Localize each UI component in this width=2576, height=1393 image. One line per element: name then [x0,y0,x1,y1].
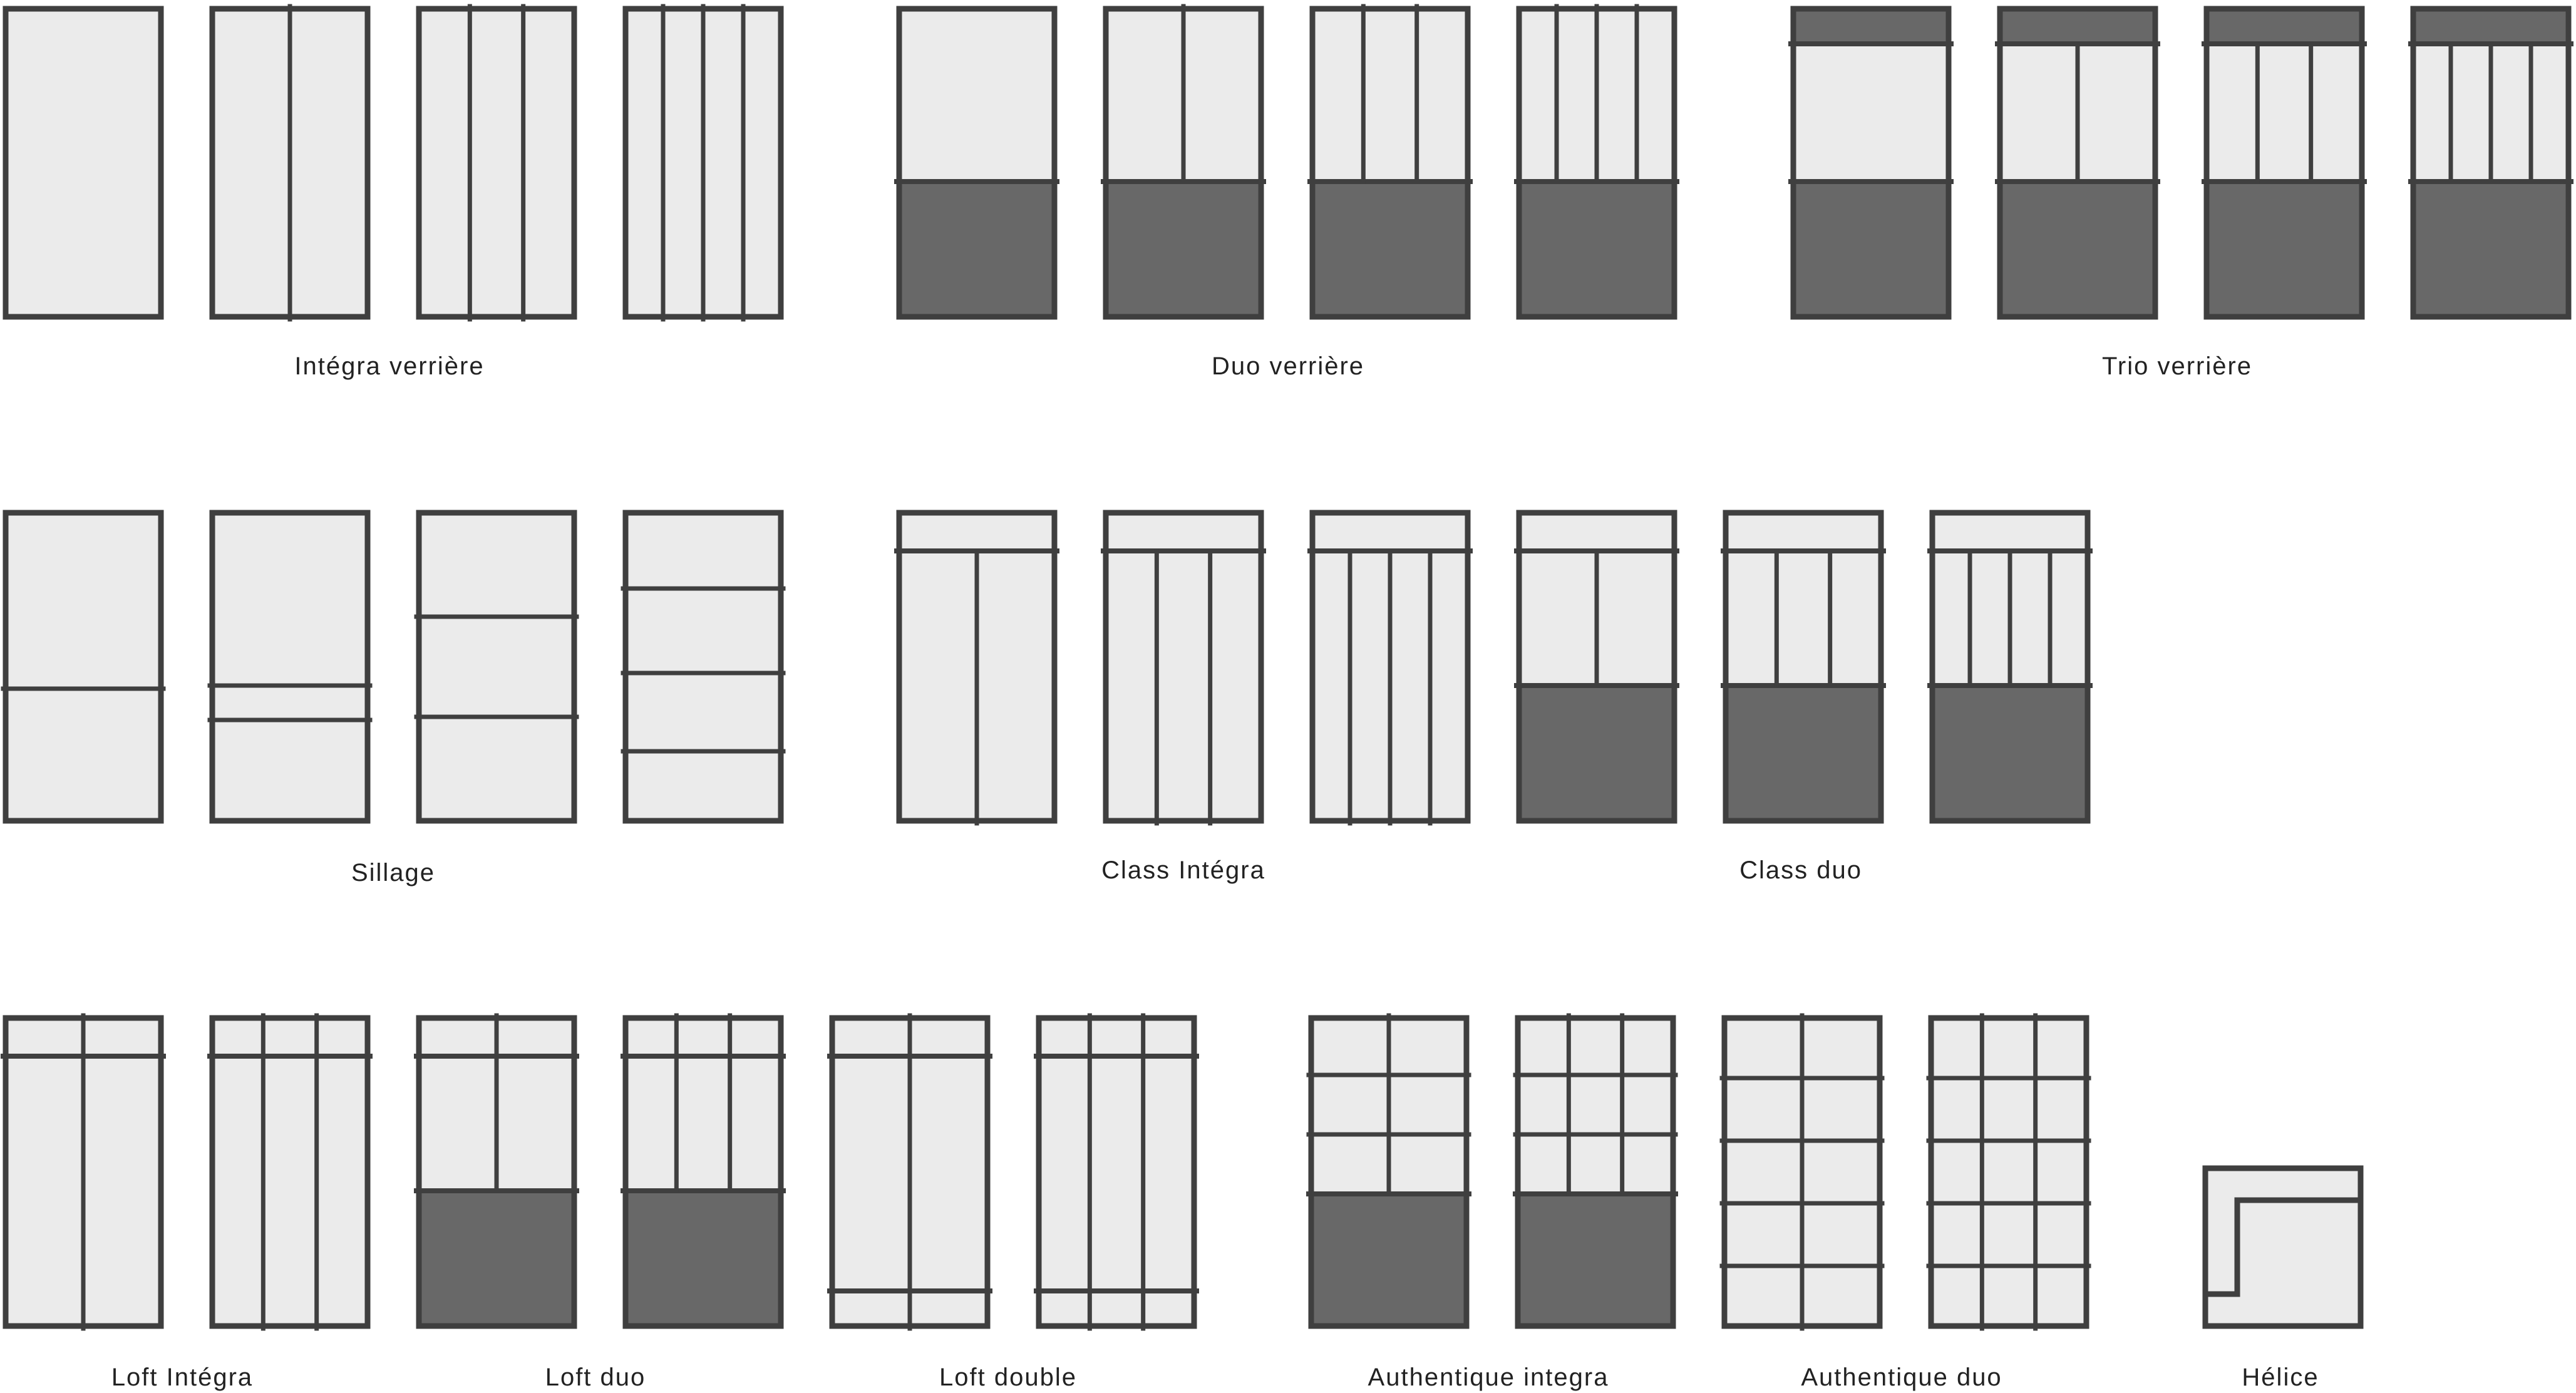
panel-trio-verri-re-3 [2204,6,2364,319]
panel-loft-double-1 [830,1015,990,1329]
panel-duo-verri-re-2 [1103,6,1264,319]
label-trio-verriere: Trio verrière [2101,352,2253,380]
label-loft-duo: Loft duo [545,1364,646,1391]
label-duo-verriere: Duo verrière [1211,352,1365,380]
panel-sillage-2 [210,510,370,823]
panel-trio-verri-re-2 [1997,6,2158,319]
panel-class-int-gra-1 [897,510,1057,823]
label-authentique-integra: Authentique integra [1368,1364,1609,1391]
panel-trio-verri-re-4 [2411,6,2571,319]
panel-sillage-1 [3,510,163,823]
panel-authentique-duo-2 [1929,1015,2089,1329]
panel-class-duo-2 [1723,510,1883,823]
panel-int-gra-verri-re-1 [3,6,163,319]
label-loft-integra: Loft Intégra [111,1364,254,1391]
panel-class-duo-1 [1517,510,1677,823]
panel-class-int-gra-3 [1310,510,1470,823]
panel-class-int-gra-2 [1103,510,1264,823]
panel-h-lice-1 [2203,1166,2363,1329]
panel-class-duo-3 [1930,510,2090,823]
panel-duo-verri-re-4 [1517,6,1677,319]
label-integra-verriere: Intégra verrière [294,352,485,380]
label-class-integra: Class Intégra [1101,856,1265,884]
label-helice: Hélice [2242,1364,2319,1391]
panel-duo-verri-re-1 [897,6,1057,319]
panel-int-gra-verri-re-4 [623,6,783,319]
panel-drawings [3,6,2571,1329]
panel-loft-duo-2 [623,1015,783,1329]
panel-loft-int-gra-2 [210,1015,370,1329]
panel-loft-int-gra-1 [3,1015,163,1329]
label-loft-double: Loft double [939,1364,1077,1391]
panel-sillage-4 [623,510,783,823]
label-authentique-duo: Authentique duo [1801,1364,2002,1391]
panel-authentique-integra-2 [1515,1015,1676,1329]
panel-loft-double-2 [1036,1015,1197,1329]
label-class-duo: Class duo [1739,856,1862,884]
label-sillage: Sillage [351,859,436,887]
panel-trio-verri-re-1 [1791,6,1951,319]
panel-loft-duo-1 [416,1015,577,1329]
panel-duo-verri-re-3 [1310,6,1470,319]
panel-sillage-3 [416,510,577,823]
panel-authentique-integra-1 [1309,1015,1469,1329]
panel-int-gra-verri-re-3 [416,6,577,319]
panel-int-gra-verri-re-2 [210,6,370,319]
panel-authentique-duo-1 [1722,1015,1882,1329]
